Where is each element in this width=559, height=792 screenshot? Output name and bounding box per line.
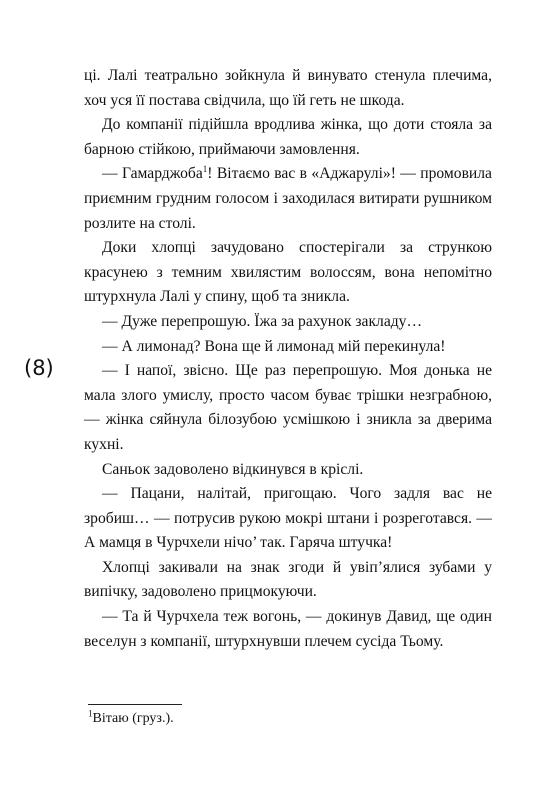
greeting-continuation: ! Вітаємо вас в «Аджарулі»! — промовила приємним грудним голосом і заходилася витирати рушником розлите на столі. — [84, 165, 492, 232]
paragraph: — Пацани, налітай, пригощаю. Чого задля вас не зробиш… — потрусив рукою мокрі штани і розреготався. — А мамця в Чурчхели нічо’ так. Гаряча штучка! — [84, 485, 492, 552]
paragraph: — Дуже перепрошую. Їжа за рахунок закладу… — [102, 312, 423, 330]
footnote-text: Вітаю (груз.). — [92, 711, 174, 726]
paragraph: — Та й Чурчхела теж вогонь, — докинув Давид, ще один веселун з компанії, штурхнувши плечем сусіда Тьому. — [84, 608, 492, 650]
paragraph: До компанії підійшла вродлива жінка, що доти стояла за барною стійкою, приймаючи замовлення. — [84, 116, 492, 158]
paragraph: — І напої, звісно. Ще раз перепрошую. Моя донька не мала злого умислу, просто часом буває трішки незграбною, — жінка сяйнула білозубою усмішкою і зникла за дверима кухні. — [84, 362, 492, 453]
paragraph — [84, 162, 492, 236]
paragraph: ці. Лалі театрально зойкнула й винувато стенула плечима, хоч уся її постава свідчила, що їй геть не шкода. — [84, 67, 492, 109]
greeting-text: — Гамарджоба — [102, 165, 203, 183]
paragraph: Хлопці закивали на знак згоди й увіп’ялися зубами у випічку, задоволено прицмокуючи. — [84, 558, 492, 601]
paragraph: Доки хлопці зачудовано спостерігали за стрункою красунею з темним хвилястим волоссям, вона непомітно штурхнула Лалі у спину, щоб та зникла. — [84, 239, 492, 306]
page-number: (8) — [24, 356, 54, 380]
footnote-marker: 1 — [88, 708, 93, 719]
footnote-reference: 1 — [202, 164, 208, 175]
paragraph: — А лимонад? Вона ще й лимонад мій перекинула! — [102, 337, 446, 355]
footnote-divider — [88, 704, 182, 705]
body-text — [84, 64, 492, 654]
paragraph: Саньок задоволено відкинувся в кріслі. — [102, 460, 364, 478]
footnote — [88, 710, 174, 728]
